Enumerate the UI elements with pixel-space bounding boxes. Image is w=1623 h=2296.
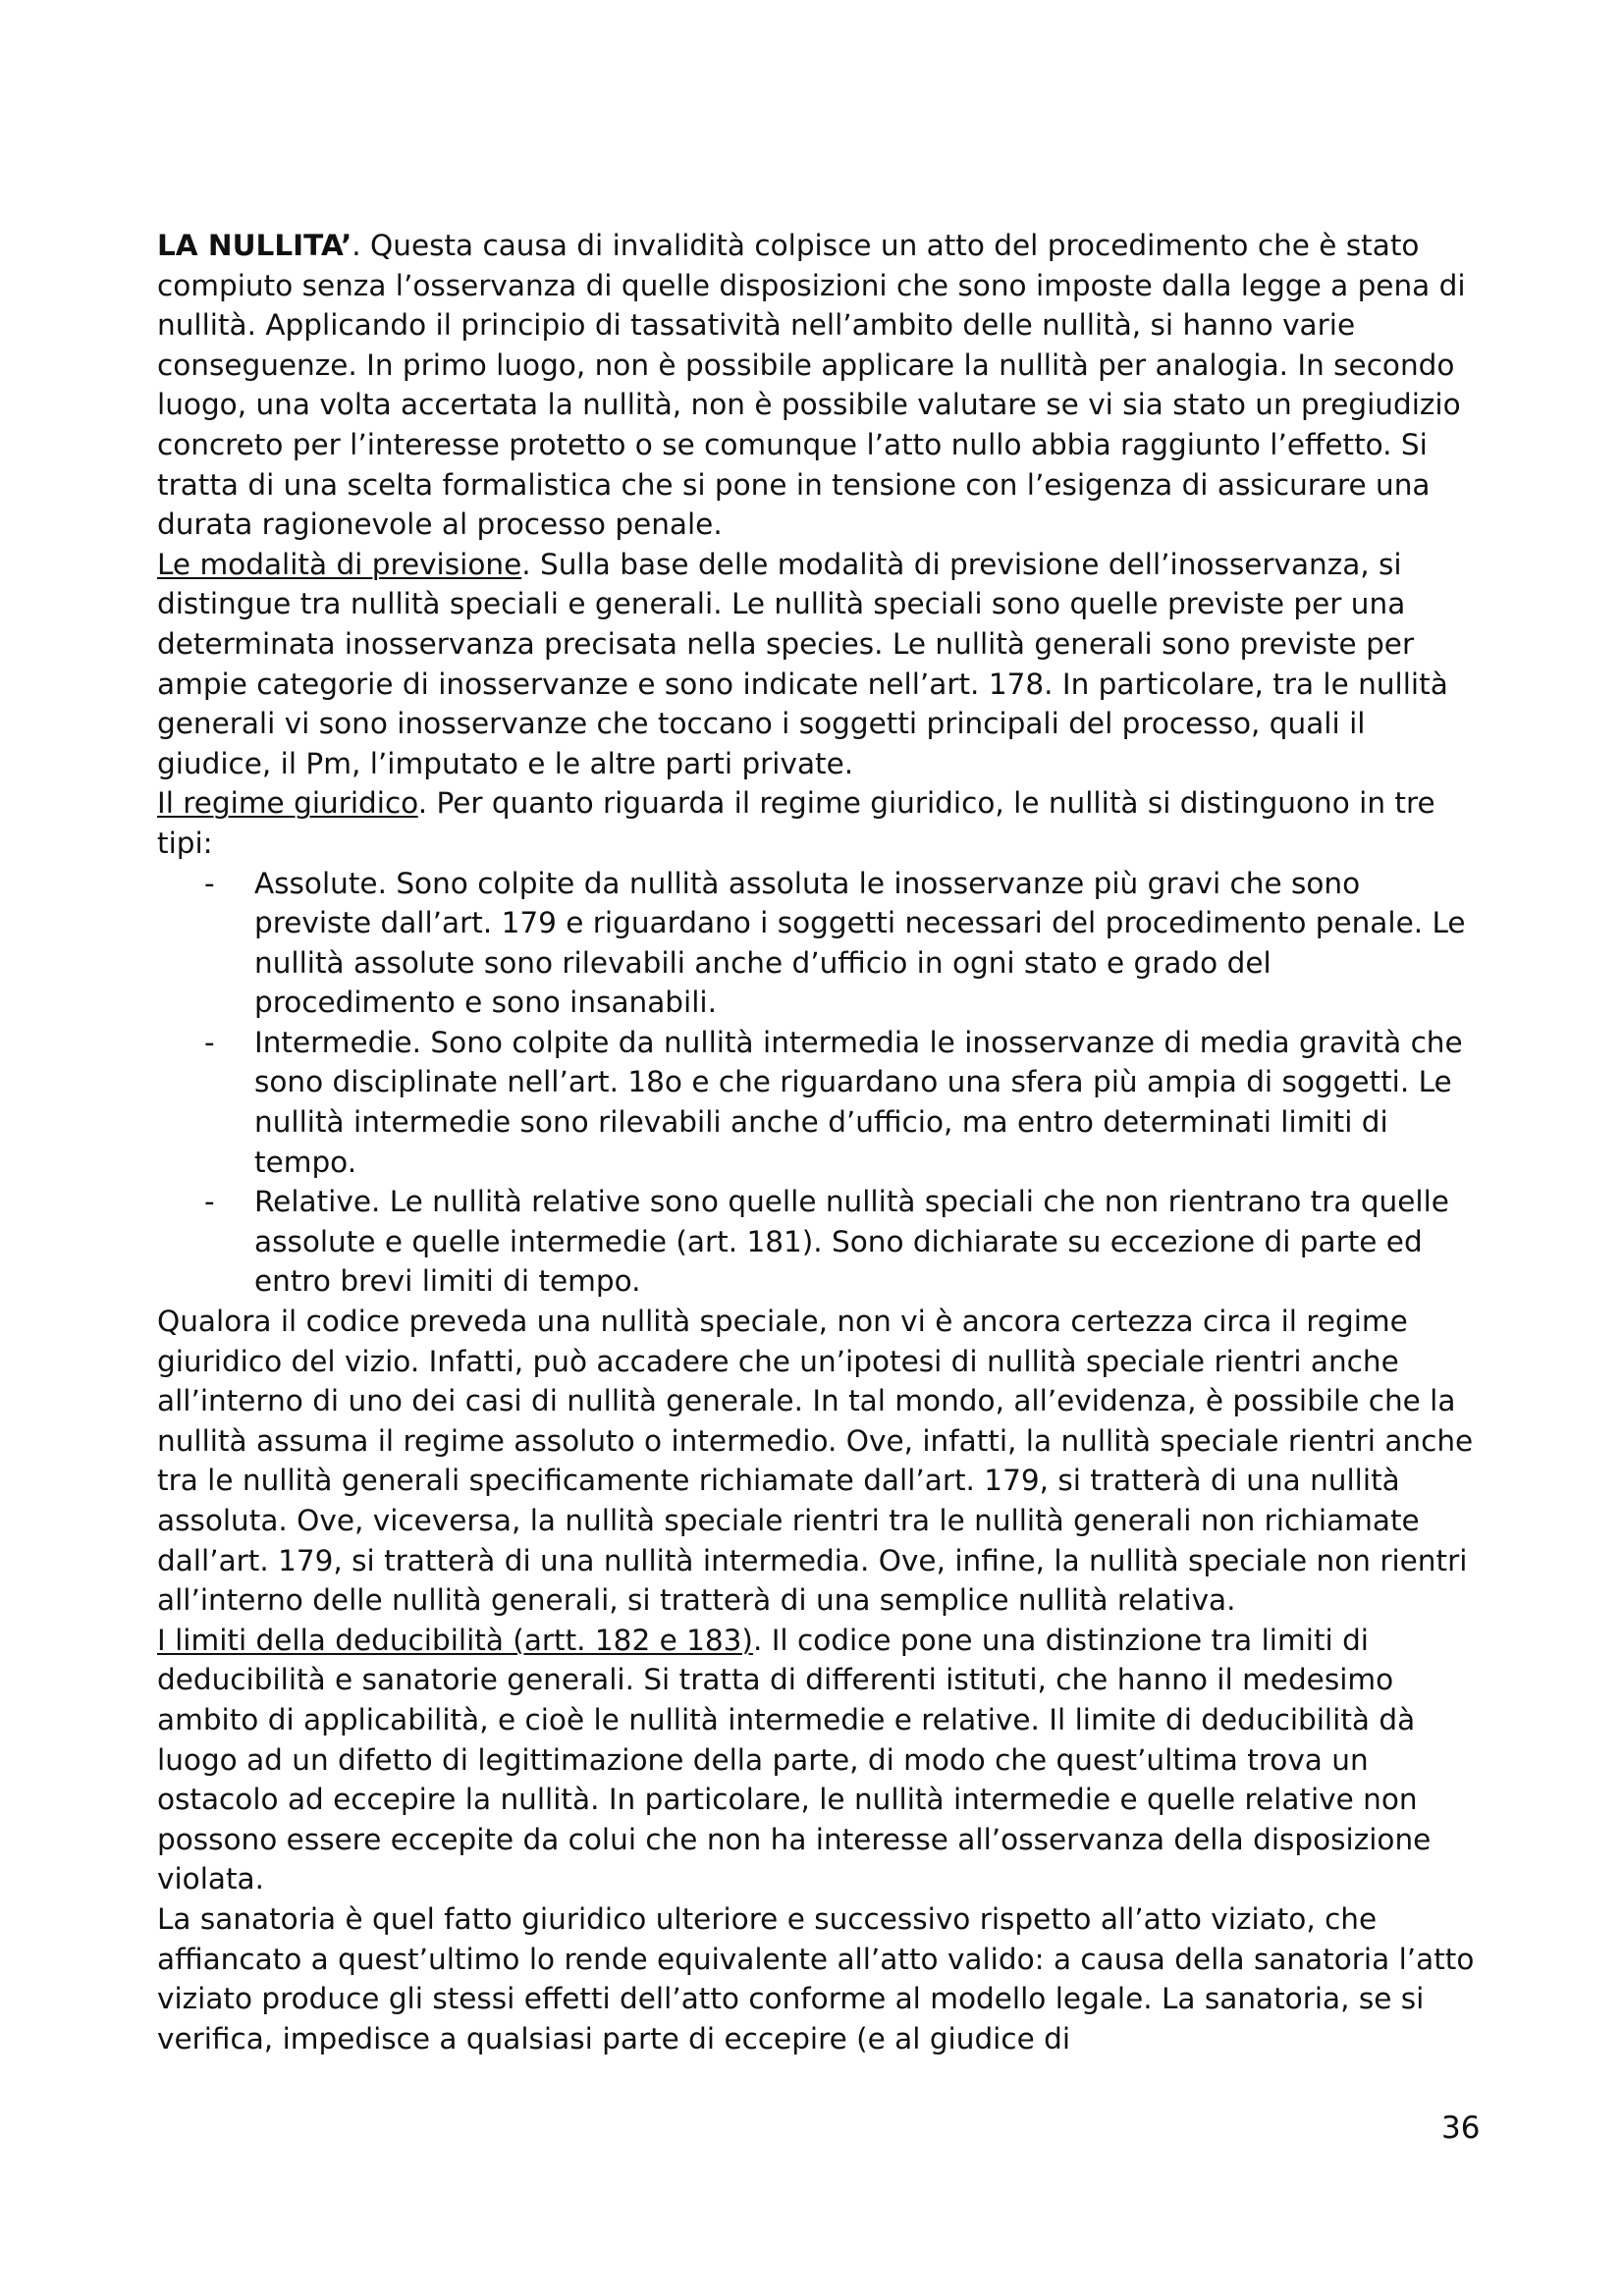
page-number: 36 bbox=[1441, 2110, 1481, 2146]
list-item-text: Intermedie. Sono colpite da nullità intermedia le inosservanze di media gravità che sono disciplinate nell’art. 18o e che riguardano una sfera più ampia di soggetti. Le nullità intermedie sono rilevabili anche d’ufficio, ma entro determinati limiti di tempo. bbox=[254, 1025, 1463, 1179]
list-item-intermedie bbox=[157, 1023, 1478, 1182]
intro-text: . Questa causa di invalidità colpisce un atto del procedimento che è stato compiuto senza l’osservanza di quelle disposizioni che sono imposte dalla legge a pena di nullità. Applicando il principio di tassatività nell’ambito delle nullità, si hanno varie conseguenze. In primo luogo, non è possibile applicare la nullità per analogia. In secondo luogo, una volta accertata la nullità, non è possibile valutare se vi sia stato un pregiudizio concreto per l’interesse protetto o se comunque l’atto nullo abbia raggiunto l’effetto. Si tratta di una scelta formalistica che si pone in tensione con l’esigenza di assicurare una durata ragionevole al processo penale. bbox=[157, 229, 1466, 542]
list-item-assolute bbox=[157, 864, 1478, 1023]
regime-heading: Il regime giuridico bbox=[157, 786, 418, 821]
dash-bullet: - bbox=[204, 866, 215, 900]
limiti-paragraph bbox=[157, 1621, 1478, 1899]
sanatoria-paragraph: La sanatoria è quel fatto giuridico ulteriore e successivo rispetto all’atto viziato, che affiancato a quest’ultimo lo rende equivalente all’atto valido: a causa della sanatoria l’atto viziato produce gli stessi effetti dell’atto conforme al modello legale. La sanatoria, se si verifica, impedisce a qualsiasi parte di eccepire (e al giudice di bbox=[157, 1901, 1475, 2056]
modalita-text: . Sulla base delle modalità di previsione dell’inosservanza, si distingue tra nullità speciali e generali. Le nullità speciali sono quelle previste per una determinata inosservanza precisata nella species. Le nullità generali sono previste per ampie categorie di inosservanze e sono indicate nell’art. 178. In particolare, tra le nullità generali vi sono inosservanze che toccano i soggetti principali del processo, quali il giudice, il Pm, l’imputato e le altre parti private. bbox=[157, 547, 1448, 780]
list-item-text: Assolute. Sono colpite da nullità assoluta le inosservanze più gravi che sono previste dall’art. 179 e riguardano i soggetti necessari del procedimento penale. Le nullità assolute sono rilevabili anche d’ufficio in ogni stato e grado del procedimento e sono insanabili. bbox=[254, 866, 1466, 1020]
intro-paragraph bbox=[157, 226, 1478, 545]
section-title: LA NULLITA’ bbox=[157, 229, 352, 262]
list-item-relative bbox=[157, 1182, 1478, 1302]
limiti-heading: I limiti della deducibilità (artt. 182 e 183) bbox=[157, 1623, 753, 1657]
list-item-text: Relative. Le nullità relative sono quelle nullità speciali che non rientrano tra quelle assolute e quelle intermedie (art. 181). Sono dichiarate su eccezione di parte ed entro brevi limiti di tempo. bbox=[254, 1185, 1449, 1299]
modalita-heading: Le modalità di previsione bbox=[157, 547, 522, 581]
dash-bullet: - bbox=[204, 1025, 215, 1059]
nullity-types-list bbox=[157, 864, 1478, 1303]
regime-after-paragraph: Qualora il codice preveda una nullità speciale, non vi è ancora certezza circa il regime giuridico del vizio. Infatti, può accadere che un’ipotesi di nullità speciale rientri anche all’interno di uno dei casi di nullità generale. In tal mondo, all’evidenza, è possibile che la nullità assuma il regime assoluto o intermedio. Ove, infatti, la nullità speciale rientri anche tra le nullità generali specificamente richiamate dall’art. 179, si tratterà di una nullità assoluta. Ove, viceversa, la nullità speciale rientri tra le nullità generali non richiamate dall’art. 179, si tratterà di una nullità intermedia. Ove, infine, la nullità speciale non rientri all’interno delle nullità generali, si tratterà di una semplice nullità relativa. bbox=[157, 1305, 1474, 1618]
limiti-text: . Il codice pone una distinzione tra limiti di deducibilità e sanatorie generali. Si tratta di differenti istituti, che hanno il medesimo ambito di applicabilità, e cioè le nullità intermedie e relative. Il limite di deducibilità dà luogo ad un difetto di legittimazione della parte, di modo che quest’ultima trova un ostacolo ad eccepire la nullità. In particolare, le nullità intermedie e quelle relative non possono essere eccepite da colui che non ha interesse all’osservanza della disposizione violata. bbox=[157, 1623, 1432, 1896]
regime-paragraph bbox=[157, 783, 1478, 863]
modalita-paragraph bbox=[157, 545, 1478, 784]
document-page bbox=[157, 226, 1478, 2058]
dash-bullet: - bbox=[204, 1185, 215, 1219]
regime-text: . Per quanto riguarda il regime giuridico, le nullità si distinguono in tre tipi: bbox=[157, 786, 1435, 860]
